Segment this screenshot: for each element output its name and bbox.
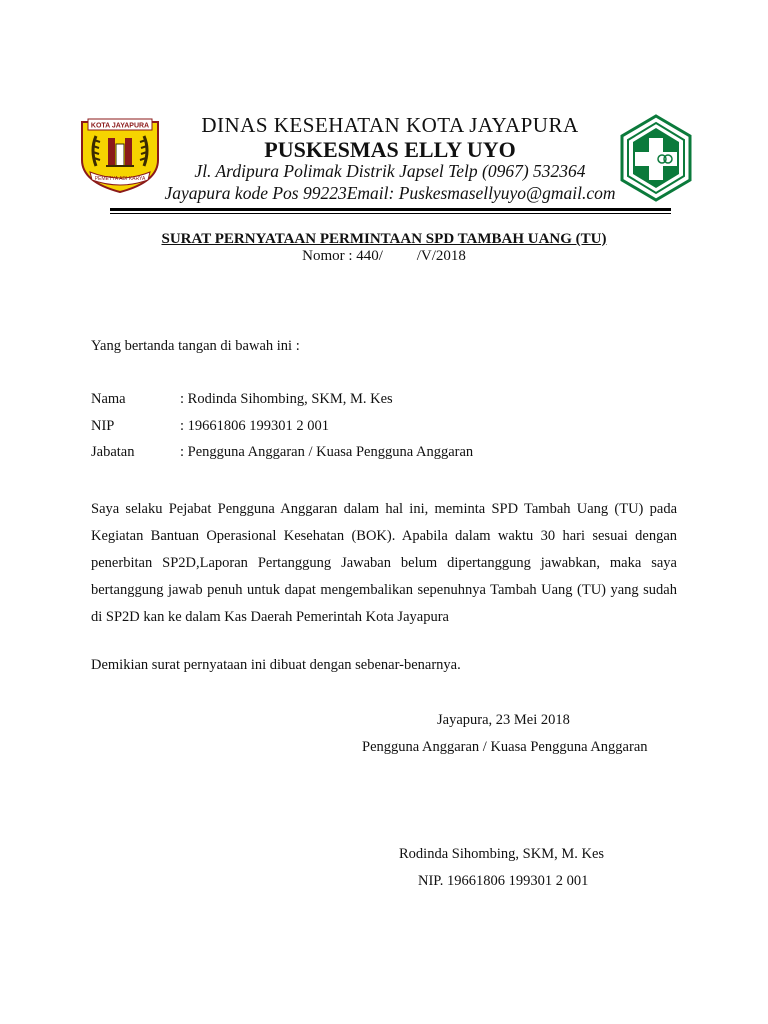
body-paragraph: Saya selaku Pejabat Pengguna Anggaran dalam hal ini, meminta SPD Tambah Uang (TU) pada Kegiatan Bantuan Operasional Kesehatan (BOK). Apabila dalam waktu 30 hari sesuai dengan penerbitan SP2D,Laporan Pertanggung Jawaban belum dipertanggung jawabkan, maka saya bertanggung jawab penuh untuk dapat mengembalikan sepenuhnya Tambah Uang (TU) yang sudah di SP2D kan ke dalam Kas Daerah Pemerintah Kota Jayapura — [91, 501, 677, 625]
facility-name: PUSKESMAS ELLY UYO — [264, 137, 516, 162]
field-label-nama: Nama — [91, 391, 126, 407]
header-divider-thick — [110, 208, 671, 211]
agency-name: DINAS KESEHATAN KOTA JAYAPURA — [201, 113, 579, 137]
signature-position: Pengguna Anggaran / Kuasa Pengguna Anggaran — [362, 739, 648, 755]
intro-text: Yang bertanda tangan di bawah ini : — [91, 338, 300, 354]
closing-statement: Demikian surat pernyataan ini dibuat dengan sebenar-benarnya. — [91, 657, 461, 673]
svg-text:PEMETYA ADI KARYA: PEMETYA ADI KARYA — [94, 176, 146, 182]
field-label-jabatan: Jabatan — [91, 444, 135, 460]
svg-text:KOTA JAYAPURA: KOTA JAYAPURA — [90, 122, 150, 130]
field-value-nama: : Rodinda Sihombing, SKM, M. Kes — [180, 391, 393, 407]
document-number: Nomor : 440/ /V/2018 — [302, 248, 466, 264]
document-title: SURAT PERNYATAAN PERMINTAAN SPD TAMBAH UANG (TU) — [161, 231, 607, 247]
field-value-nip: : 19661806 199301 2 001 — [180, 418, 330, 434]
address-line: Jl. Ardipura Polimak Distrik Japsel Telp (0967) 532364 — [194, 161, 586, 181]
field-value-jabatan: : Pengguna Anggaran / Kuasa Pengguna Anggaran — [180, 444, 474, 460]
signature-place-date: Jayapura, 23 Mei 2018 — [437, 712, 570, 728]
signatory-name: Rodinda Sihombing, SKM, M. Kes — [399, 846, 605, 862]
field-label-nip: NIP — [91, 418, 115, 434]
header-divider-thin — [110, 213, 671, 214]
signatory-nip: NIP. 19661806 199301 2 001 — [418, 873, 589, 889]
postal-email-line: Jayapura kode Pos 99223Email: Puskesmasellyuyo@gmail.com — [164, 183, 616, 203]
